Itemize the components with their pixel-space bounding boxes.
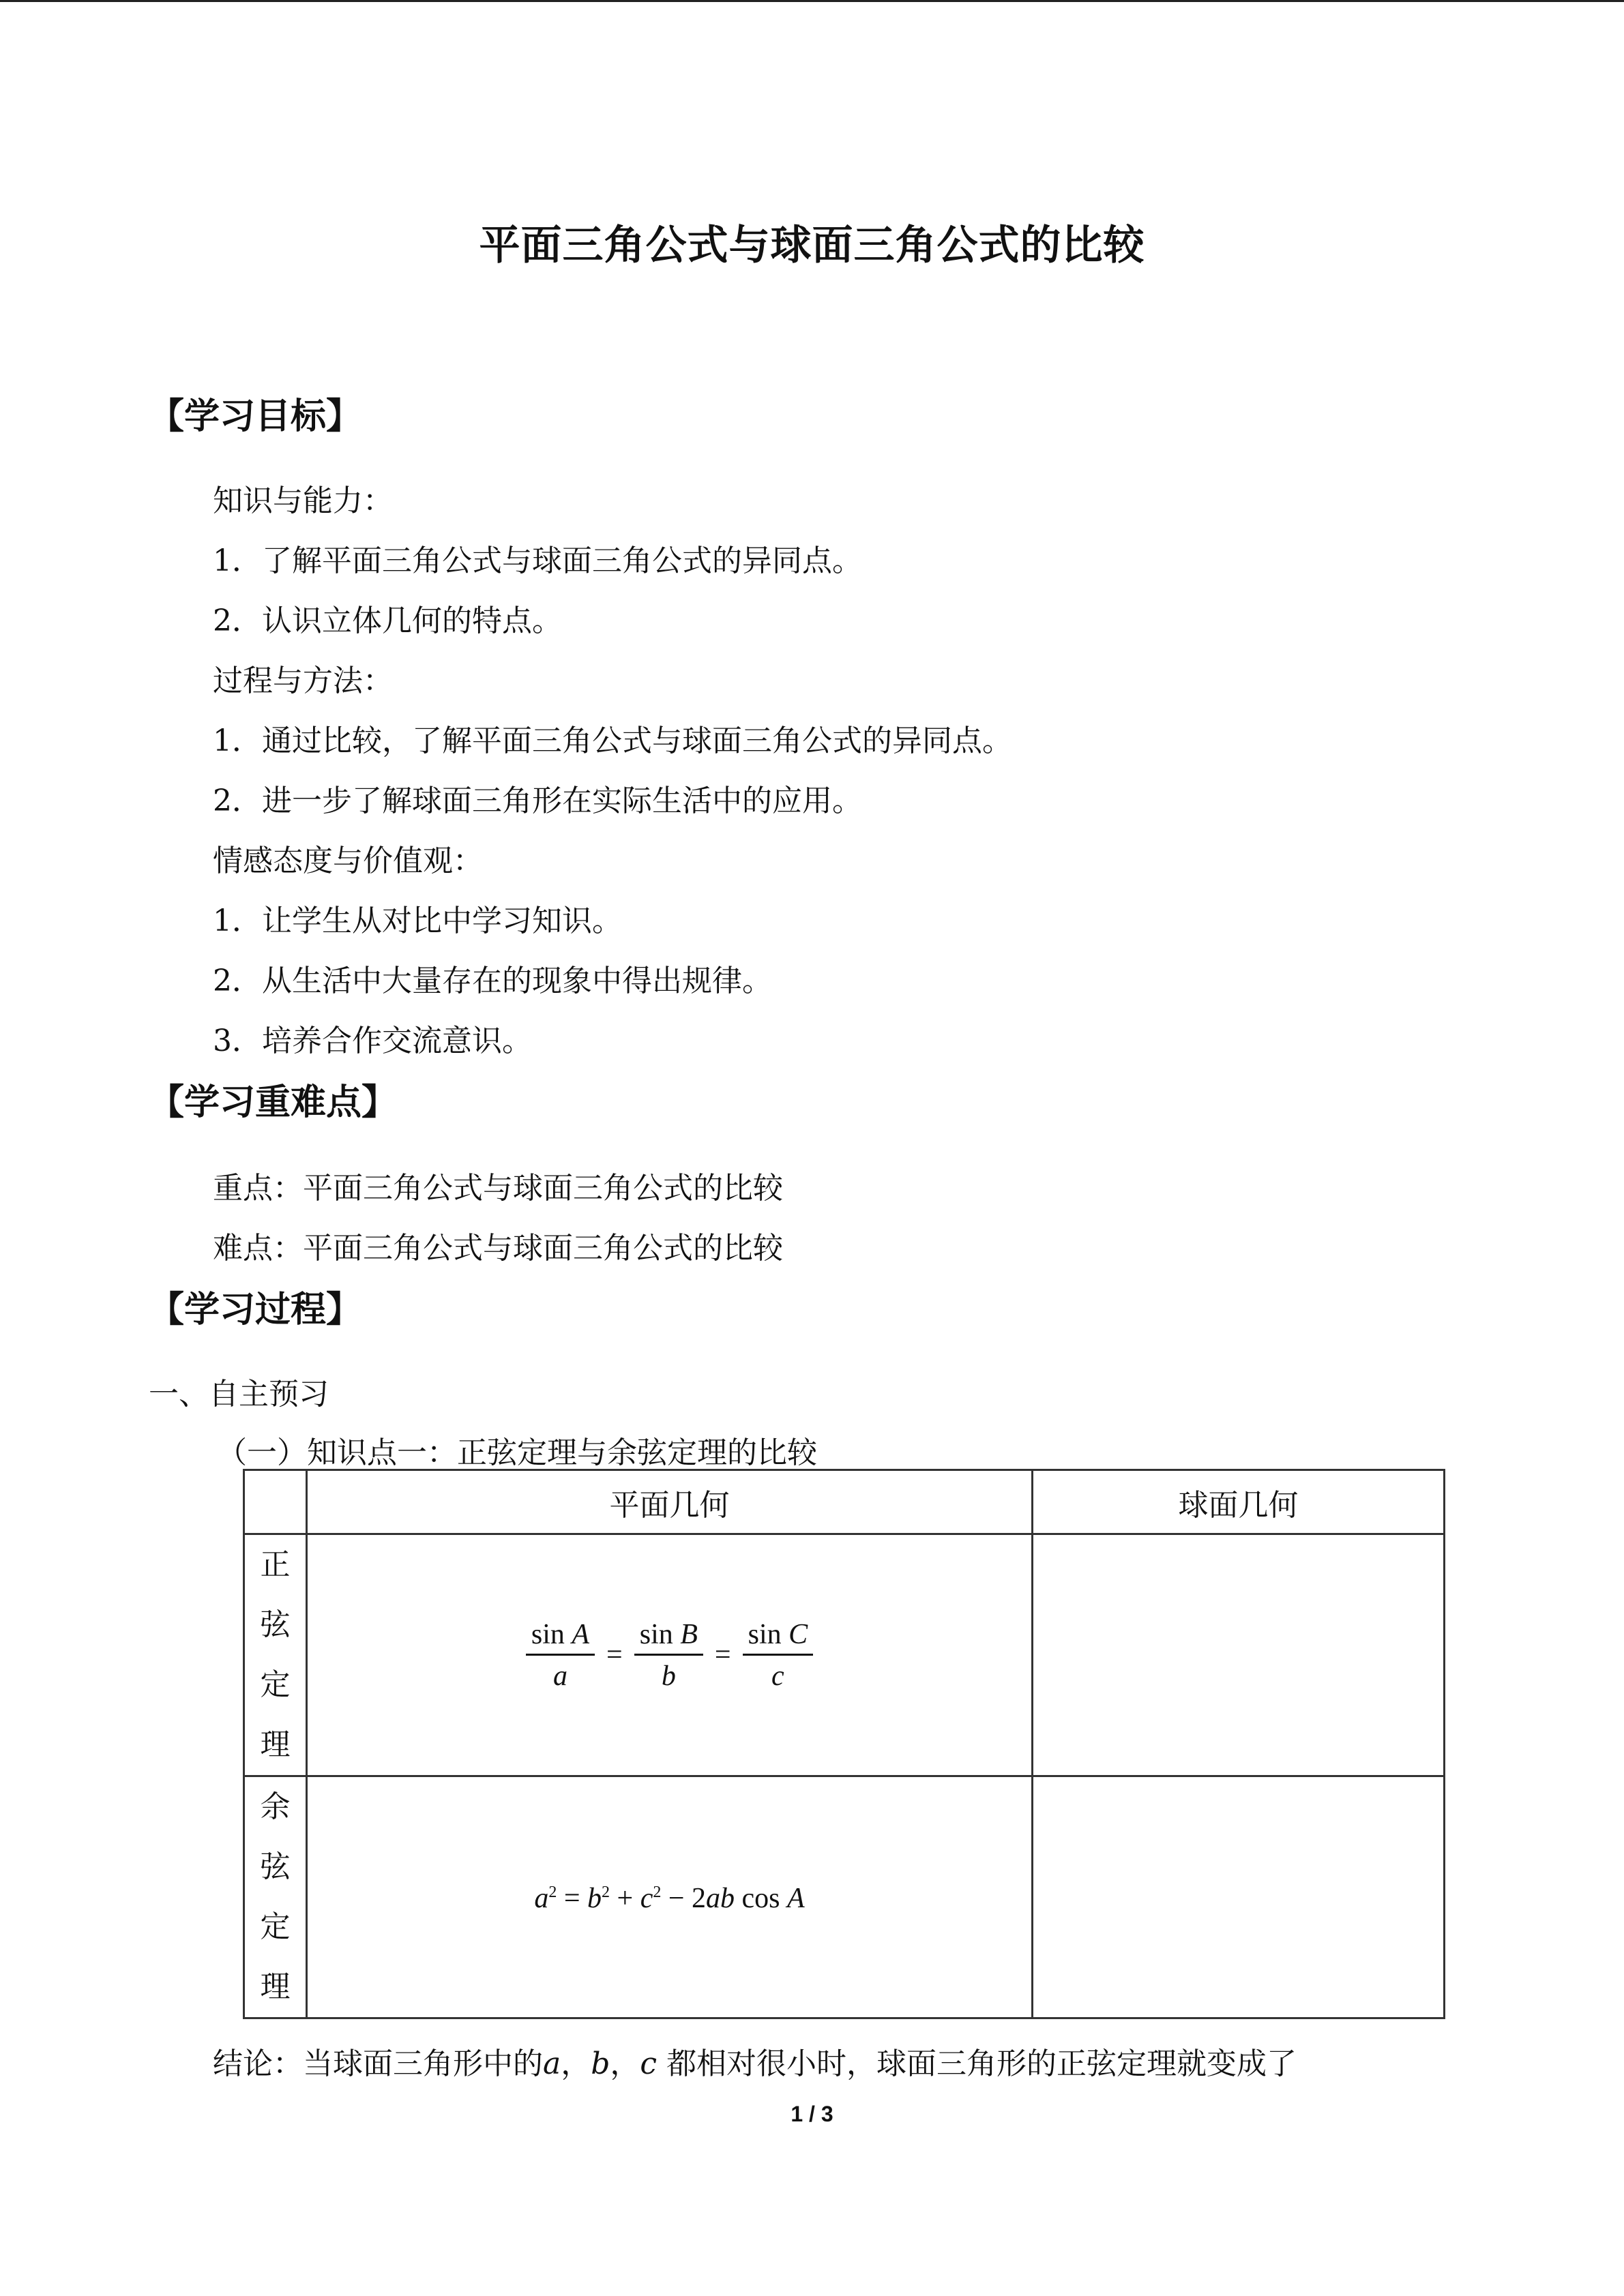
table-row-sine-law xyxy=(244,1534,1445,1776)
knowledge-point-heading: （一）知识点一：正弦定理与余弦定理的比较 xyxy=(217,1435,817,1470)
row-label-cosine-law: 余 弦 定 理 xyxy=(244,1776,307,2018)
objective-line: 2．从生活中大量存在的现象中得出规律。 xyxy=(213,964,772,998)
page-top-border xyxy=(0,0,1624,2)
conclusion-line: 结论：当球面三角形中的a，b，c 都相对很小时，球面三角形的正弦定理就变成了 xyxy=(213,2046,1297,2081)
objective-line: 过程与方法： xyxy=(213,664,393,698)
cosine-law-sphere-cell[interactable] xyxy=(1033,1776,1445,2018)
fraction-sinC-over-c: $\frac{\text{sin C}}{c}$ xyxy=(743,1618,814,1693)
objective-line: 知识与能力： xyxy=(213,483,393,518)
objective-line: 3．培养合作交流意识。 xyxy=(213,1024,532,1058)
key-points-heading: 【学习重难点】 xyxy=(149,1082,398,1123)
objectives-heading: 【学习目标】 xyxy=(149,396,362,437)
table-corner-cell xyxy=(244,1470,307,1534)
objective-line: 情感态度与价值观： xyxy=(213,844,483,878)
sine-law-sphere-cell[interactable] xyxy=(1033,1534,1445,1776)
document-title: 平面三角公式与球面三角公式的比较 xyxy=(479,222,1145,269)
key-point-line: 重点：平面三角公式与球面三角公式的比较 xyxy=(213,1171,783,1206)
sine-law-formula: $\frac{\text{sin A}}{a}$ = $\frac{\text{sin B}}{b}$ = $\frac{\text{sin C}}{c}$ xyxy=(307,1534,1033,1776)
objective-line: 2．认识立体几何的特点。 xyxy=(213,603,562,638)
process-heading: 【学习过程】 xyxy=(149,1289,362,1330)
row-label-sine-law: 正 弦 定 理 xyxy=(244,1534,307,1776)
cosine-law-formula: $a^2 = b^2 + c^2 - 2ab$ cos A xyxy=(307,1776,1033,2018)
table-row-cosine-law xyxy=(244,1776,1445,2018)
page-number: 1 / 3 xyxy=(791,2102,833,2126)
table-header-row xyxy=(244,1470,1445,1534)
objective-line: 1．让学生从对比中学习知识。 xyxy=(213,904,622,938)
column-header-sphere: 球面几何 xyxy=(1033,1470,1445,1534)
fraction-sinA-over-a: $\frac{\text{sin A}}{a}$ xyxy=(526,1618,595,1693)
part-one-heading: 一、自主预习 xyxy=(149,1377,329,1412)
objective-line: 1．了解平面三角公式与球面三角公式的异同点。 xyxy=(213,543,862,578)
column-header-plane: 平面几何 xyxy=(307,1470,1033,1534)
difficulty-line: 难点：平面三角公式与球面三角公式的比较 xyxy=(213,1231,783,1266)
objective-line: 2．进一步了解球面三角形在实际生活中的应用。 xyxy=(213,784,862,818)
objective-line: 1．通过比较，了解平面三角公式与球面三角公式的异同点。 xyxy=(213,724,1012,758)
fraction-sinB-over-b: $\frac{\text{sin B}}{b}$ xyxy=(634,1618,703,1693)
comparison-table xyxy=(243,1469,1445,2019)
